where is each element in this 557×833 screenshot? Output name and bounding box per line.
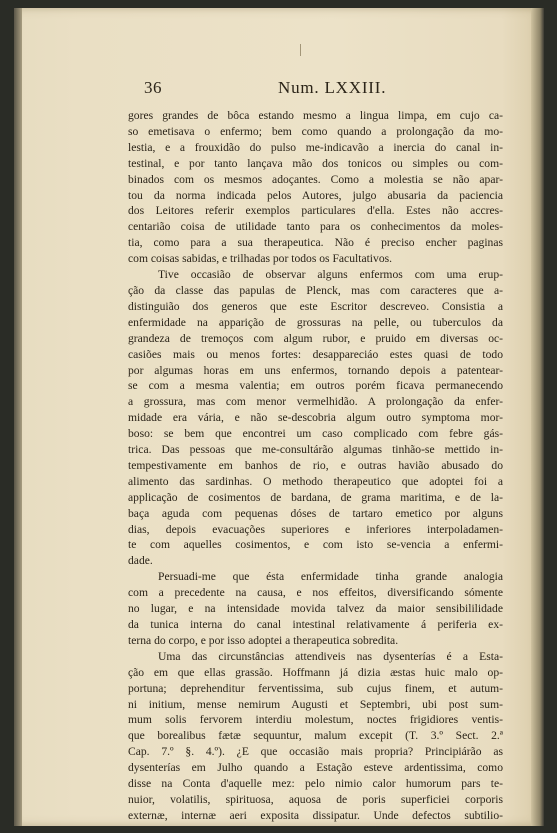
text-line: ção em que ellas grassão. Hoffmann já dizia æstas huic malo op-: [128, 665, 503, 679]
text-line: por algumas horas em uns enfermos, tornando depois a patentear-: [128, 363, 503, 377]
text-line: a grossura, mas com menor vermelhidão. A prolongação da enfer-: [128, 395, 503, 409]
text-line: ni initium, mense nemirum Augusti et Septembri, ubi post sum-: [128, 697, 503, 711]
text-line: terna do corpo, e por isso adoptei a therapeutica sobredita.: [128, 633, 399, 647]
text-line: dias, depois evacuações superiores e inferiores interpoladamen-: [128, 522, 503, 536]
text-line: tia, como para a sua therapeutica. Não é preciso encher paginas: [128, 236, 503, 250]
text-line: grandeza de tremoços com algum rubor, e pruido em diversas oc-: [128, 331, 503, 345]
text-line: mum solis fervorem interdiu molestum, noctes frigidiores ventis-: [128, 713, 503, 727]
text-line: casiões mais ou menos fortes: desappareciáo estes quasi de todo: [128, 347, 503, 361]
text-line: testinal, e por tanto lançava mão dos tonicos ou simples ou com-: [128, 156, 503, 170]
text-line: se com a mesma valentia; em outros porém ficava permanecendo: [128, 379, 503, 393]
text-line: tempestivamente em banhos de rio, e outras havião abusado do: [128, 458, 503, 472]
text-line: centarião coisa de utilidade tanto para os conhecimentos da moles-: [128, 220, 503, 234]
text-line: Persuadi-me que ésta enfermidade tinha grande analogia: [158, 570, 503, 584]
text-line: te com aquelles cosimentos, e com isto se-vencia a enfermi-: [128, 538, 503, 552]
text-line: lestia, e a frouxidão do pulso me-indicavão a inercia do canal in-: [128, 140, 503, 154]
text-line: externæ, internæ aeri exposita dissipatur. Unde defectos subtilio-: [128, 808, 503, 822]
page-mark: [300, 44, 301, 56]
text-line: boso: se bem que encontrei um caso complicado com febre gás-: [128, 427, 503, 441]
text-line: enfermidade na apparição de grossuras na pelle, ou tuberculos da: [128, 315, 503, 329]
text-line: com a precedente na causa, e nos effeitos, diversificando sómente: [128, 586, 503, 600]
text-line: binados com os mesmos adoçantes. Como a molestia se não apar-: [128, 172, 503, 186]
text-line: distinguião dos generos que este Escritor descreveo. Consistia a: [128, 299, 503, 313]
text-line: dysenterías em Julho quando a Estação esteve ardentissima, como: [128, 761, 503, 775]
page-spine-shadow: [14, 8, 22, 826]
text-line: que borealibus fætæ sequuntur, malum excepit (T. 3.º Sect. 2.ª: [128, 729, 503, 743]
text-line: no lugar, e na intensidade movida talvez da maior sensibililidade: [128, 602, 503, 616]
text-line: Uma das circunstâncias attendiveis nas dysenterías é a Esta-: [158, 649, 503, 663]
text-line: trica. Das pessoas que me-consultárão algumas tinhão-se mettido in-: [128, 443, 503, 457]
text-line: baça aguda com pequenas dóses de tartaro emetico por alguns: [128, 506, 503, 520]
text-line: applicação de cosimentos de bardana, de grama maritima, e de la-: [128, 490, 503, 504]
text-line: ção da classe das papulas de Plenck, mas com caracteres que a-: [128, 283, 503, 297]
running-head: Num. LXXIII.: [278, 78, 387, 97]
text-line: midade era vária, e não se-descobria algum outro symptoma mor-: [128, 411, 503, 425]
text-line: com coisas sabidas, e trilhadas por todos os Facultativos.: [128, 252, 393, 266]
text-line: Tive occasião de observar alguns enfermos com uma erup-: [158, 268, 503, 282]
page-number: 36: [144, 78, 162, 97]
text-line: dade.: [128, 554, 153, 568]
text-line: gores grandes de bôca estando mesmo a lingua limpa, em cujo ca-: [128, 109, 503, 122]
text-line: da tunica interna do canal intestinal relativamente á periferia ex-: [128, 618, 503, 631]
text-line: Cap. 7.º §. 4.º). ¿E que occasião mais propria? Principiárão as: [128, 745, 503, 759]
text-line: dos Leitores referir exemplos particulares d'ella. Estes não accres-: [128, 204, 503, 218]
text-line: tou da norma indicada pelos Autores, julgo abusaria da paciencia: [128, 188, 503, 202]
page-edge-shadow: [531, 8, 544, 826]
text-line: portuna; deprehenditur ferventissima, sub cujus finem, et autum-: [128, 681, 503, 695]
text-line: disse na Conta d'aquelle mez: pelo nimio calor humorum pars te-: [128, 777, 503, 791]
body-text: [128, 108, 503, 824]
text-line: nuior, volatilis, spirituosa, aquosa de poris superficiei corporis: [128, 792, 503, 806]
text-line: so emetisava o enfermo; bem como quando a prolongação da mo-: [128, 124, 503, 138]
text-line: alimento das sardinhas. O methodo therapeutico que adoptei foi a: [128, 474, 503, 488]
